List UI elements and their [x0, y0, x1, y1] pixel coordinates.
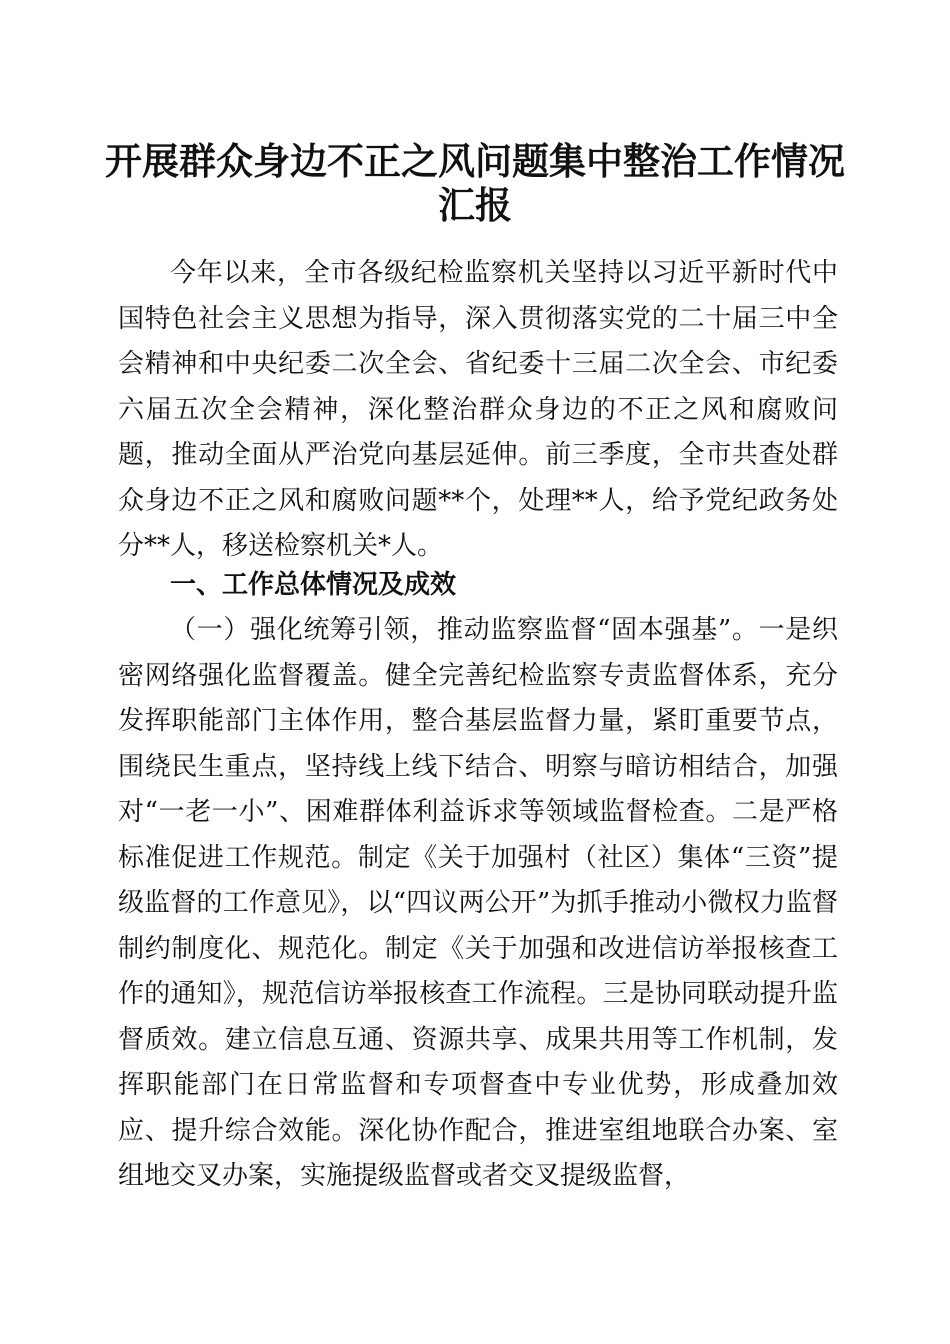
intro-paragraph: 今年以来，全市各级纪检监察机关坚持以习近平新时代中国特色社会主义思想为指导，深入贯彻落实党的二十届三中全会精神和中央纪委二次全会、省纪委十三届二次全会、市纪委六届五次全会精神，深化整治群众身边的不正之风和腐败问题，推动全面从严治党向基层延伸。前三季度，全市共查处群众身边不正之风和腐败问题**个，处理**人，给予党纪政务处分**人，移送检察机关*人。 — [118, 258, 838, 561]
document-title-line-1: 开展群众身边不正之风问题集中整治工作情况 — [105, 139, 845, 183]
section-heading-1: 一、工作总体情况及成效 — [170, 570, 457, 600]
subsection-paragraph-1: （一）强化统筹引领，推动监察监督“固本强基”。一是织密网络强化监督覆盖。健全完善纪检监察专责监督体系，充分发挥职能部门主体作用，整合基层监督力量，紧盯重要节点，围绕民生重点，坚持线上线下结合、明察与暗访相结合，加强对“一老一小”、困难群体利益诉求等领域监督检查。二是严格标准促进工作规范。制定《关于加强村（社区）集体“三资”提级监督的工作意见》，以“四议两公开”为抓手推动小微权力监督制约制度化、规范化。制定《关于加强和改进信访举报核查工作的通知》，规范信访举报核查工作流程。三是协同联动提升监督质效。建立信息互通、资源共享、成果共用等工作机制，发挥职能部门在日常监督和专项督查中专业优势，形成叠加效应、提升综合效能。深化协作配合，推进室组地联合办案、室组地交叉办案，实施提级监督或者交叉提级监督， — [118, 615, 838, 1191]
document-title-line-2: 汇报 — [438, 183, 512, 227]
